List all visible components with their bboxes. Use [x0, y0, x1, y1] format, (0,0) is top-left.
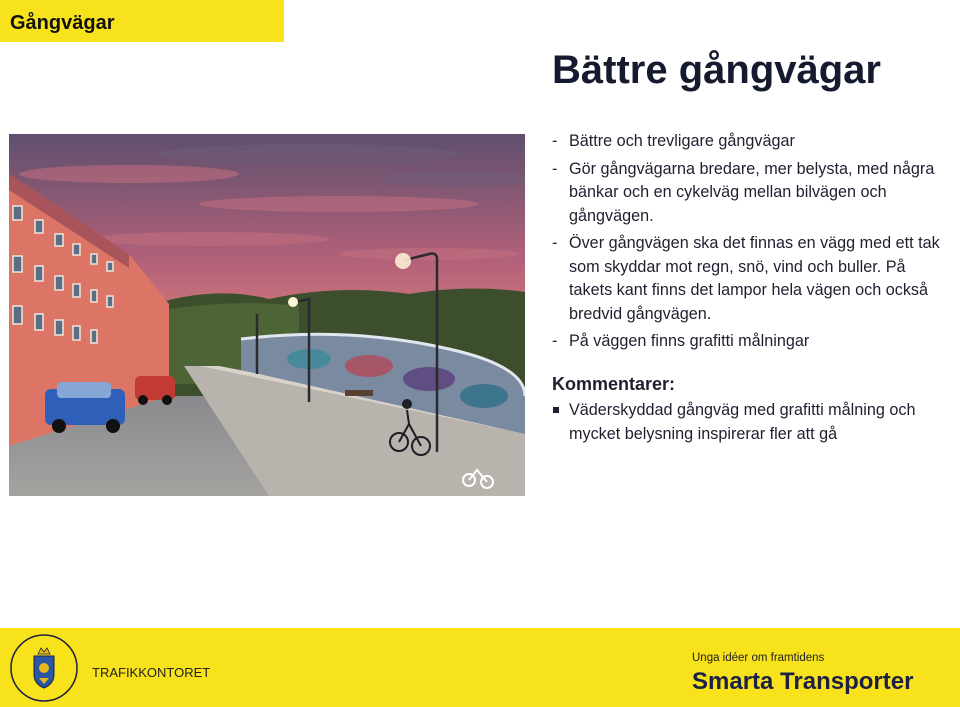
bullet-text: Bättre och trevligare gångvägar	[569, 132, 795, 150]
organization-name: TRAFIKKONTORET	[92, 665, 211, 680]
bullet-text: Över gångvägen ska det finnas en vägg med ett tak som skyddar mot regn, snö, vind och buller. På takets kant finns det lampor hela vägen och också bredvid gångvägen.	[569, 234, 940, 323]
stockholm-crest-logo	[8, 632, 80, 704]
bullet-marker: -	[552, 332, 558, 350]
square-bullet-icon	[553, 407, 559, 413]
comment-text: Väderskyddad gångväg med grafitti målning och mycket belysning inspirerar fler att gå	[569, 401, 916, 443]
bullet-marker: -	[552, 132, 558, 150]
section-tag-label: Gångvägar	[10, 12, 115, 34]
footer-bar	[0, 628, 960, 707]
section-tag	[0, 0, 284, 42]
bullet-marker: -	[552, 159, 558, 178]
comments-heading: Kommentarer:	[552, 373, 676, 394]
bullet-item	[552, 130, 952, 154]
comment-item	[552, 399, 952, 446]
bullet-text: Gör gångvägarna bredare, mer belysta, med några bänkar och en cykelväg mellan bilvägen och gångvägen.	[569, 159, 935, 225]
bullet-item	[552, 158, 952, 229]
bullet-text: På väggen finns grafitti målningar	[569, 332, 810, 350]
slide-title: Bättre gångvägar	[552, 48, 881, 92]
walkway-illustration	[9, 134, 525, 496]
bullet-marker: -	[552, 234, 558, 252]
bullet-item	[552, 232, 952, 326]
bullet-item	[552, 330, 952, 354]
brand-name: Smarta Transporter	[692, 668, 914, 695]
slide-body	[552, 130, 952, 450]
brand-tagline: Unga idéer om framtidens	[692, 652, 825, 664]
